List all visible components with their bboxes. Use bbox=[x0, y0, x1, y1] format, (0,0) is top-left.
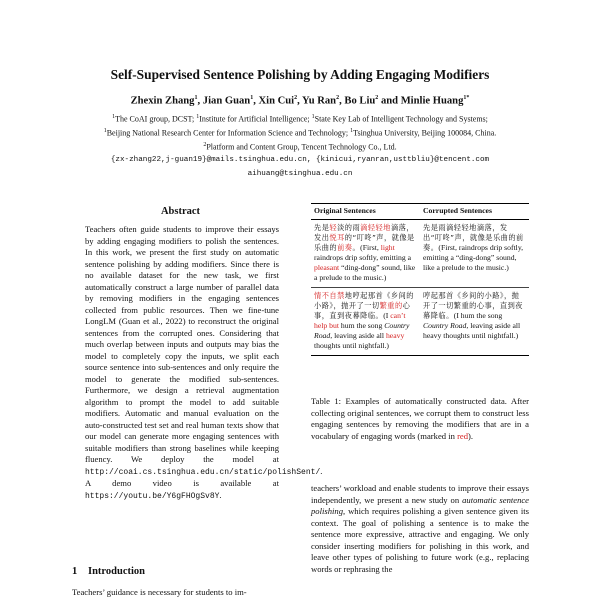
video-link[interactable]: https://youtu.be/Y6gFHOgSv8Y bbox=[85, 491, 220, 501]
abstract-text-mid: . A demo video is available at bbox=[85, 465, 323, 488]
affiliation-line-3: $^2$Platform and Content Group, Tencent Technology Co., Ltd. bbox=[203, 142, 397, 152]
modifier-highlight: pleasant bbox=[314, 263, 340, 272]
abstract-body bbox=[85, 224, 323, 502]
affiliation-line-2: $^1$Beijing National Research Center for Information Science and Technology; $^1$Tsinghua University, Beijing 100084, China. bbox=[103, 128, 497, 138]
author-list: Zhexin Zhang$^1$, Jian Guan$^1$, Xin Cui$^2$, Yu Ran$^2$, Bo Liu$^2$ and Minlie Huang$^{1*}$ bbox=[130, 95, 470, 107]
author-sup: 1 bbox=[194, 95, 198, 101]
affiliation-text: Beijing National Research Center for Information Science and Technology; bbox=[106, 128, 349, 138]
table-cell-corrupted: 哼起那首《乡间的小路》，抛开了一切繁重的心事，直到夜幕降临。(I hum the song Country Road, leaving aside all heavy thoughts until nightfall.) bbox=[420, 288, 529, 356]
caption-red-word: red bbox=[457, 430, 469, 441]
modifier-highlight: 繁重的 bbox=[379, 301, 403, 310]
abstract-text: Teachers often guide students to improve their essays by adding engaging modifiers to polish the sentences. In this work, we present the first study on automatic sentence polishing by adding modifiers. Since there is no available dataset for the new task, we first automatically construct a large number of parallel data by removing modifiers in the engaging sentences collected from public resources. Then we fine-tune LongLM (Guan et al., 2022) to reconstruct the original sentences from the corrupted ones. Considering that much overlap between inputs and outputs may bias the model to completely copy the inputs, we split each source sentence into sub-sentences and only require the model to generate the modified sub-sentences. Furthermore, we design a retrieval augmentation algorithm to prompt the model to add suitable modifiers. Automatic and manual evaluation on the auto-constructed test set and real human texts show that our model can generate more engaging sentences with suitable modifiers than strong baselines while keeping fluency. We deploy the model at bbox=[85, 224, 279, 464]
author-name: Bo Liu bbox=[344, 95, 376, 107]
author-sup: 2 bbox=[294, 95, 298, 101]
section-number: 1 bbox=[72, 566, 78, 577]
section-title: Introduction bbox=[88, 566, 145, 577]
paper-title: Self-Supervised Sentence Polishing by Adding Engaging Modifiers bbox=[110, 67, 490, 82]
table-cell-original: 先是轻淡的雨滴轻轻地滴落，发出悦耳的“叮咚”声，就像是乐曲的前奏。(First, light raindrops drip softly, emitting a pleasant “ding-dong” sound, like a prelude to the music.) bbox=[314, 223, 416, 282]
author-name: Xin Cui bbox=[258, 95, 295, 107]
author-name: Yu Ran bbox=[302, 95, 337, 107]
table-cell-corrupted: 先是雨滴轻轻地滴落，发出“叮咚”声，就像是乐曲的前奏。(First, raindrops drip softly, emitting a “ding-dong” sound, like a prelude to the music.) bbox=[423, 223, 524, 272]
affiliation-text: Tsinghua University, Beijing 100084, China. bbox=[353, 128, 497, 138]
author-name: Zhexin Zhang bbox=[130, 95, 195, 107]
body-paragraph: teachers’ workload and enable students to improve their essays independently, we present a new study on automatic sentence polishing, which requires polishing a given sentence given its context. The goal of polishing a sentence is to make the sentence more expressive, attractive and engaging. We only consider inserting modifiers for polishing in this work, and leave other types of polishing to future work (e.g., replacing words or rephrasing the bbox=[311, 483, 529, 574]
modifier-highlight: 前奏 bbox=[337, 243, 353, 252]
table-cell-original: 情不自禁地哼起那首《乡间的小路》，抛开了一切繁重的心事，直到夜幕降临。(I can’t help but hum the song Country Road, leaving aside all heavy thoughts until nightfall.) bbox=[311, 288, 420, 356]
author-sup: 1* bbox=[463, 95, 470, 101]
intro-first-line: Teachers’ guidance is necessary for students to im- bbox=[72, 587, 247, 597]
modifier-highlight: 悦耳 bbox=[329, 233, 345, 242]
column-header-corrupted: Corrupted Sentences bbox=[420, 204, 529, 220]
modifier-highlight: heavy bbox=[385, 331, 405, 340]
table-caption: Table 1: Examples of automatically constructed data. After collecting original sentences, we corrupt them to construct less engaging sentences by removing the modifiers that are in a vocabulary of engaging words (marked in red). bbox=[311, 396, 529, 441]
abstract-heading: Abstract bbox=[160, 206, 201, 217]
author-name: Jian Guan bbox=[202, 95, 251, 107]
modifier-highlight: can’t help but bbox=[314, 311, 406, 330]
affiliation-line-1: $^1$The CoAI group, DCST; $^1$Institute for Artificial Intelligence; $^1$State Key Lab of Intelligent Technology and Systems; bbox=[112, 114, 488, 124]
email-line-2: aihuang@tsinghua.edu.cn bbox=[247, 170, 353, 178]
section-heading-introduction bbox=[72, 566, 145, 577]
affiliation-text: The CoAI group, DCST; bbox=[115, 114, 195, 124]
author-sup: 2 bbox=[336, 95, 340, 101]
affiliation-text: Institute for Artificial Intelligence; bbox=[199, 114, 310, 124]
modifier-highlight: 滴轻轻地 bbox=[360, 223, 391, 232]
email-line-1: {zx-zhang22,j-guan19}@mails.tsinghua.edu.cn, {kinicui,ryanran,usttbliu}@tencent.com bbox=[110, 156, 490, 164]
modifier-highlight: 情不自禁 bbox=[314, 291, 345, 300]
modifier-highlight: light bbox=[380, 243, 395, 252]
examples-table bbox=[311, 203, 529, 356]
affiliation-text: State Key Lab of Intelligent Technology and Systems; bbox=[314, 114, 488, 124]
author-name: Minlie Huang bbox=[400, 95, 464, 107]
author-sup: 1 bbox=[250, 95, 254, 101]
emphasis-term: automatic sentence polishing bbox=[311, 494, 529, 516]
deploy-link[interactable]: http://coai.cs.tsinghua.edu.cn/static/polishSent/ bbox=[85, 467, 321, 477]
column-header-original: Original Sentences bbox=[311, 204, 420, 220]
modifier-highlight: 轻 bbox=[329, 223, 338, 232]
abstract-text-end: . bbox=[219, 489, 222, 500]
author-sup: 2 bbox=[375, 95, 379, 101]
affiliation-text: Platform and Content Group, Tencent Technology Co., Ltd. bbox=[206, 142, 397, 152]
